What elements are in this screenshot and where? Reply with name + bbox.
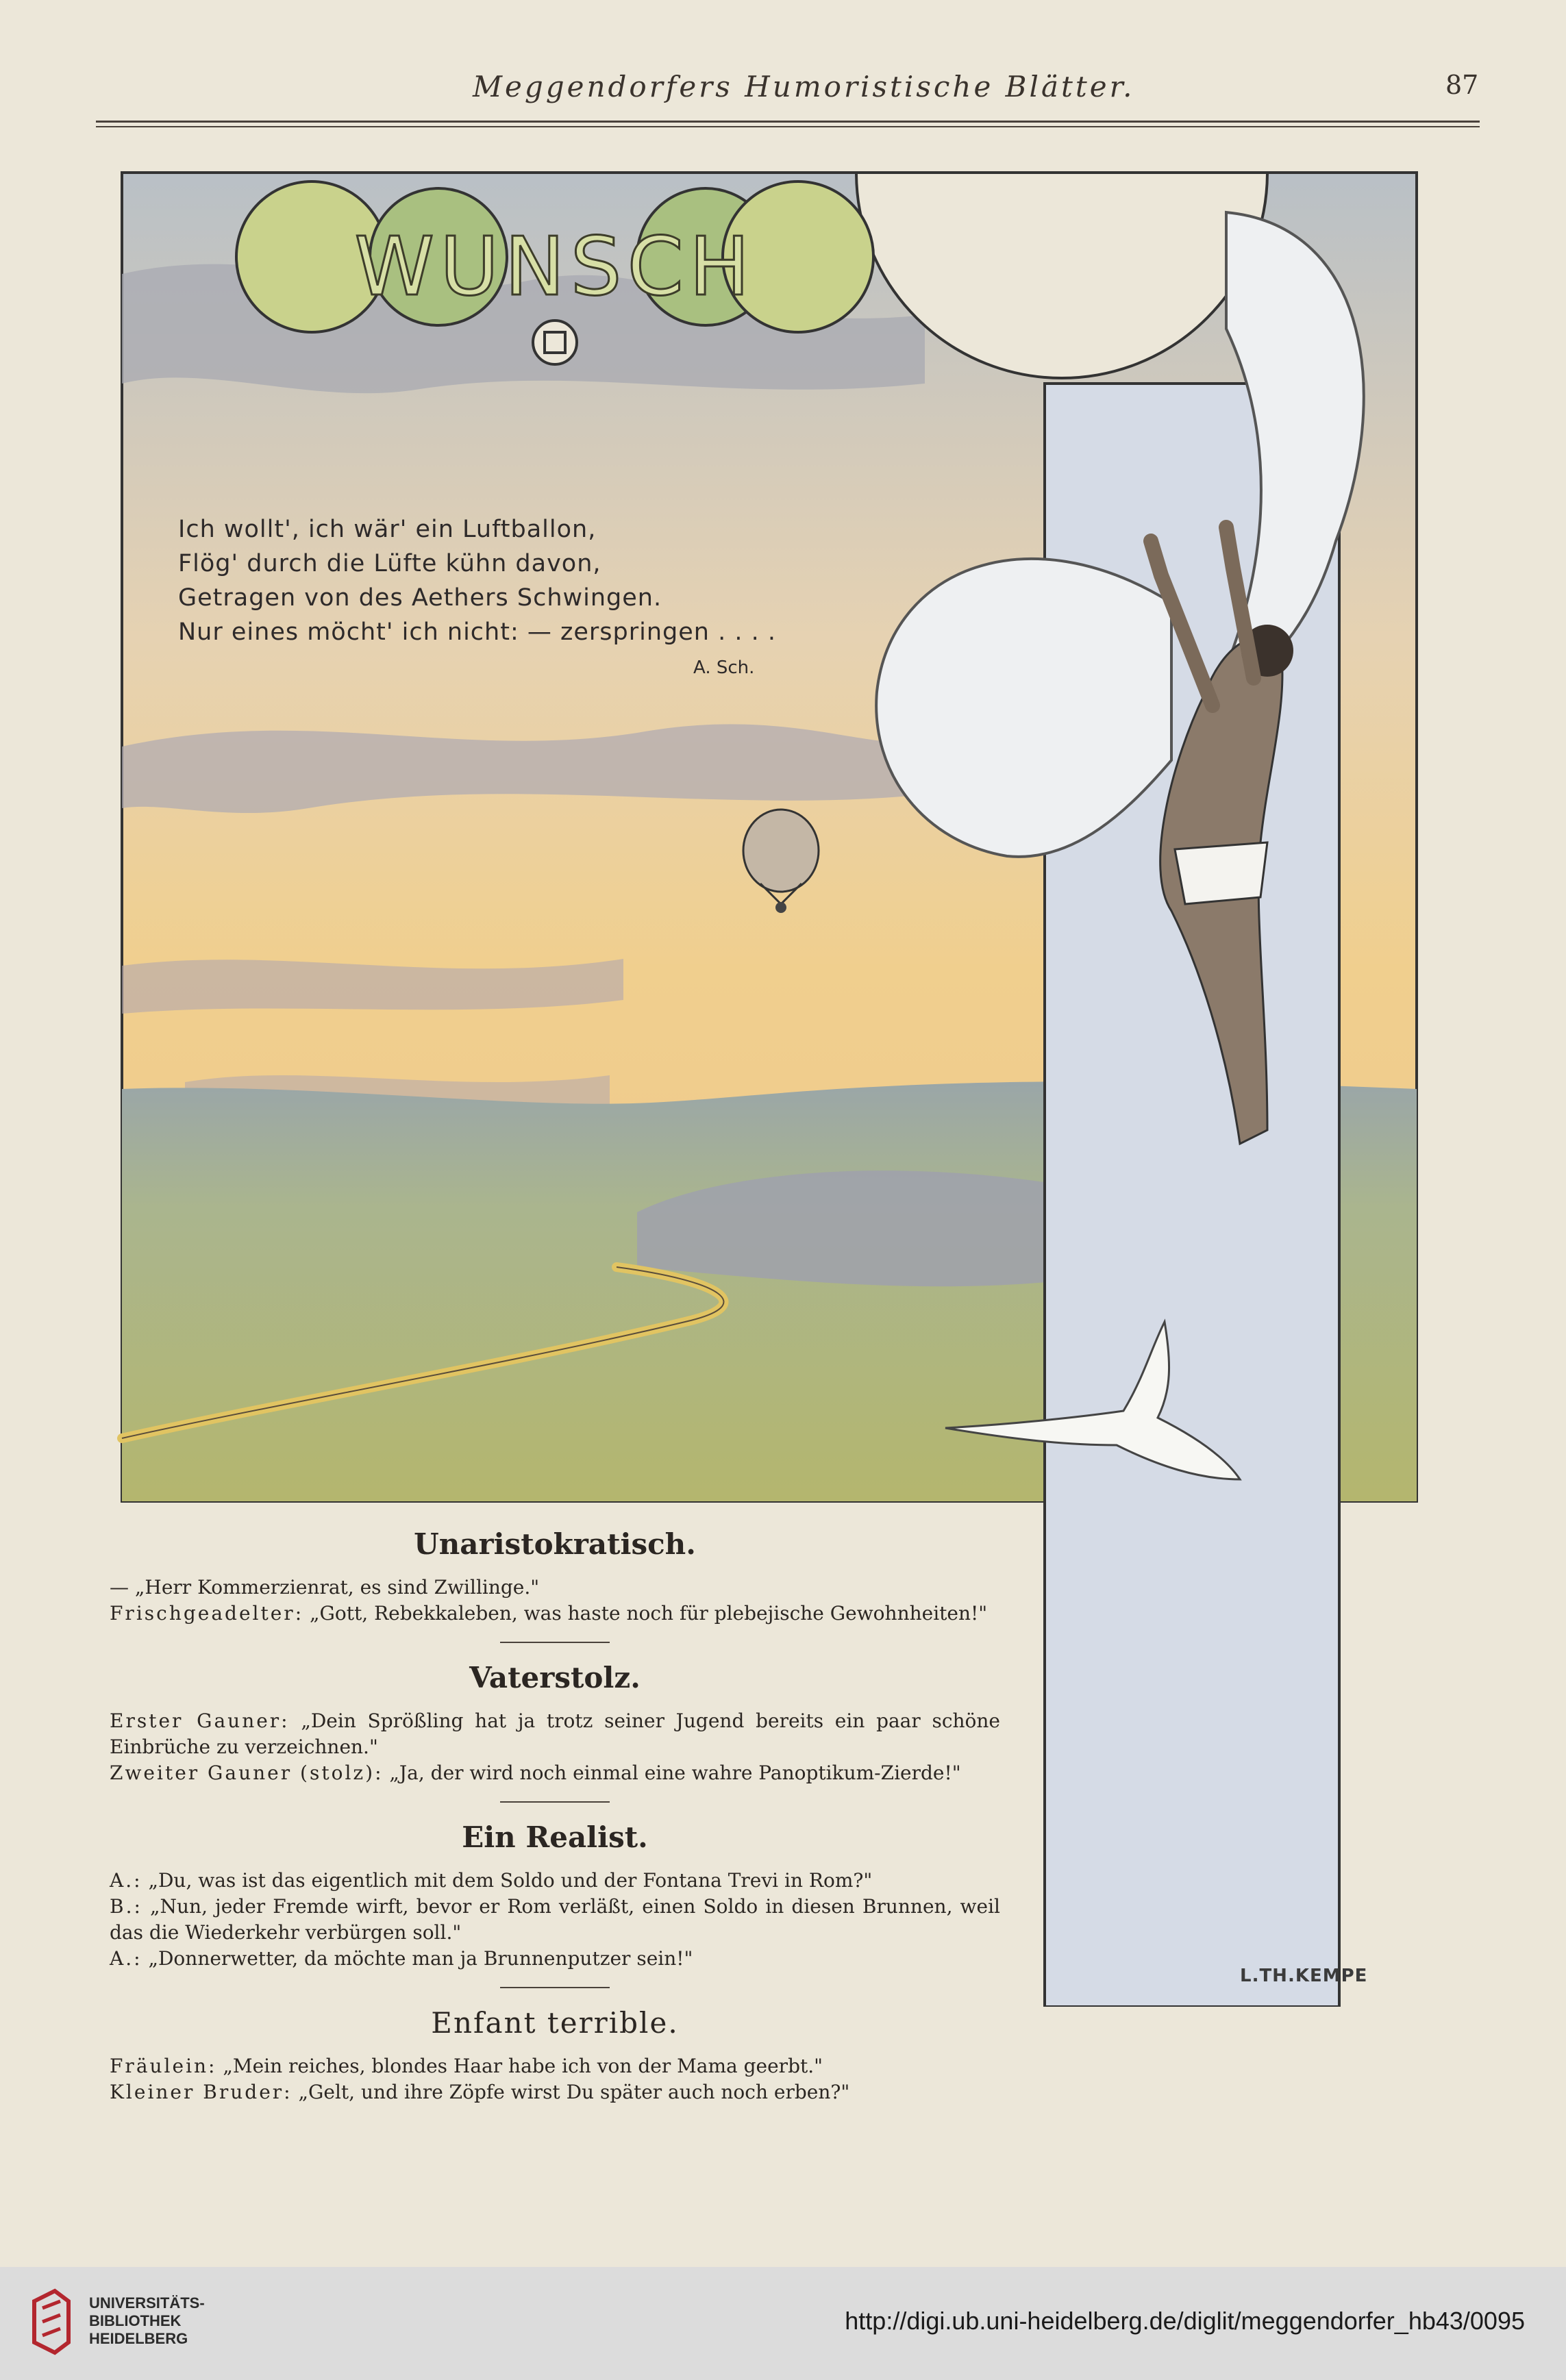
poem: [178, 512, 863, 649]
joke-line: Fräulein: „Mein reiches, blondes Haar habe ich von der Mama geerbt.": [110, 2055, 823, 2077]
source-url-link[interactable]: http://digi.ub.uni-heidelberg.de/diglit/meggendorfer_hb43/0095: [845, 2307, 1525, 2335]
library-logo-icon: [27, 2288, 75, 2356]
joke-line: Kleiner Bruder: „Gelt, und ihre Zöpfe wirst Du später auch noch erben?": [110, 2081, 850, 2103]
running-title: Meggendorfers Humoristische Blätter.: [473, 70, 1135, 103]
poem-line-1: Ich wollt', ich wär' ein Luftballon,: [178, 516, 597, 543]
poem-line-2: Flög' durch die Lüfte kühn davon,: [178, 550, 601, 577]
header-rule-bottom: [96, 126, 1480, 127]
poem-author: A. Sch.: [693, 657, 755, 678]
title-emblem: [533, 321, 577, 364]
page-number: 87: [1445, 70, 1479, 100]
running-head: [0, 66, 1566, 107]
joke-title: Vaterstolz.: [469, 1661, 641, 1694]
joke-title: Ein Realist.: [462, 1820, 648, 1854]
illustration-title: WUNSCH: [354, 219, 756, 314]
footer-bar: [0, 2267, 1566, 2380]
balloon: [743, 810, 819, 892]
separator: [500, 1642, 610, 1643]
joke-line: Frischgeadelter: „Gott, Rebekkaleben, was haste noch für plebejische Gewohnheiten!": [110, 1602, 988, 1625]
joke-line: A.: „Du, was ist das eigentlich mit dem Soldo und der Fontana Trevi in Rom?": [110, 1869, 873, 1892]
separator: [500, 1801, 610, 1803]
separator: [500, 1987, 610, 1988]
cloud-low: [122, 959, 623, 1014]
poem-line-4: Nur eines möcht' ich nicht: — zerspringen . . . .: [178, 618, 776, 646]
joke-line: Erster Gauner: „Dein Sprößling hat ja trotz seiner Jugend bereits ein paar schöne Einbrüche zu verzeichnen.": [110, 1709, 1000, 1758]
joke-vaterstolz: [110, 1661, 1000, 1786]
joke-unaristokratisch: [110, 1527, 1000, 1627]
joke-line: A.: „Donnerwetter, da möchte man ja Brunnenputzer sein!": [110, 1947, 693, 1970]
joke-title: Enfant terrible.: [431, 2006, 679, 2040]
joke-line: — „Herr Kommerzienrat, es sind Zwillinge.": [110, 1576, 540, 1599]
artist-signature: L.TH.KEMPE: [1240, 1966, 1368, 1986]
joke-enfant-terrible: [110, 2006, 1000, 2105]
joke-line: B.: „Nun, jeder Fremde wirft, bevor er Rom verläßt, einen Soldo in diesen Brunnen, weil das die Wiederkehr verbürgen soll.": [110, 1895, 1000, 1944]
poem-line-3: Getragen von des Aethers Schwingen.: [178, 584, 662, 612]
library-name: UNIVERSITÄTS- BIBLIOTHEK HEIDELBERG: [89, 2294, 205, 2347]
header-rule-top: [96, 121, 1480, 123]
joke-ein-realist: [110, 1820, 1000, 1972]
jokes-column: [110, 1527, 1000, 2105]
joke-line: Zweiter Gauner (stolz): „Ja, der wird noch einmal eine wahre Panoptikum-Zierde!": [110, 1762, 961, 1784]
joke-title: Unaristokratisch.: [414, 1527, 696, 1561]
